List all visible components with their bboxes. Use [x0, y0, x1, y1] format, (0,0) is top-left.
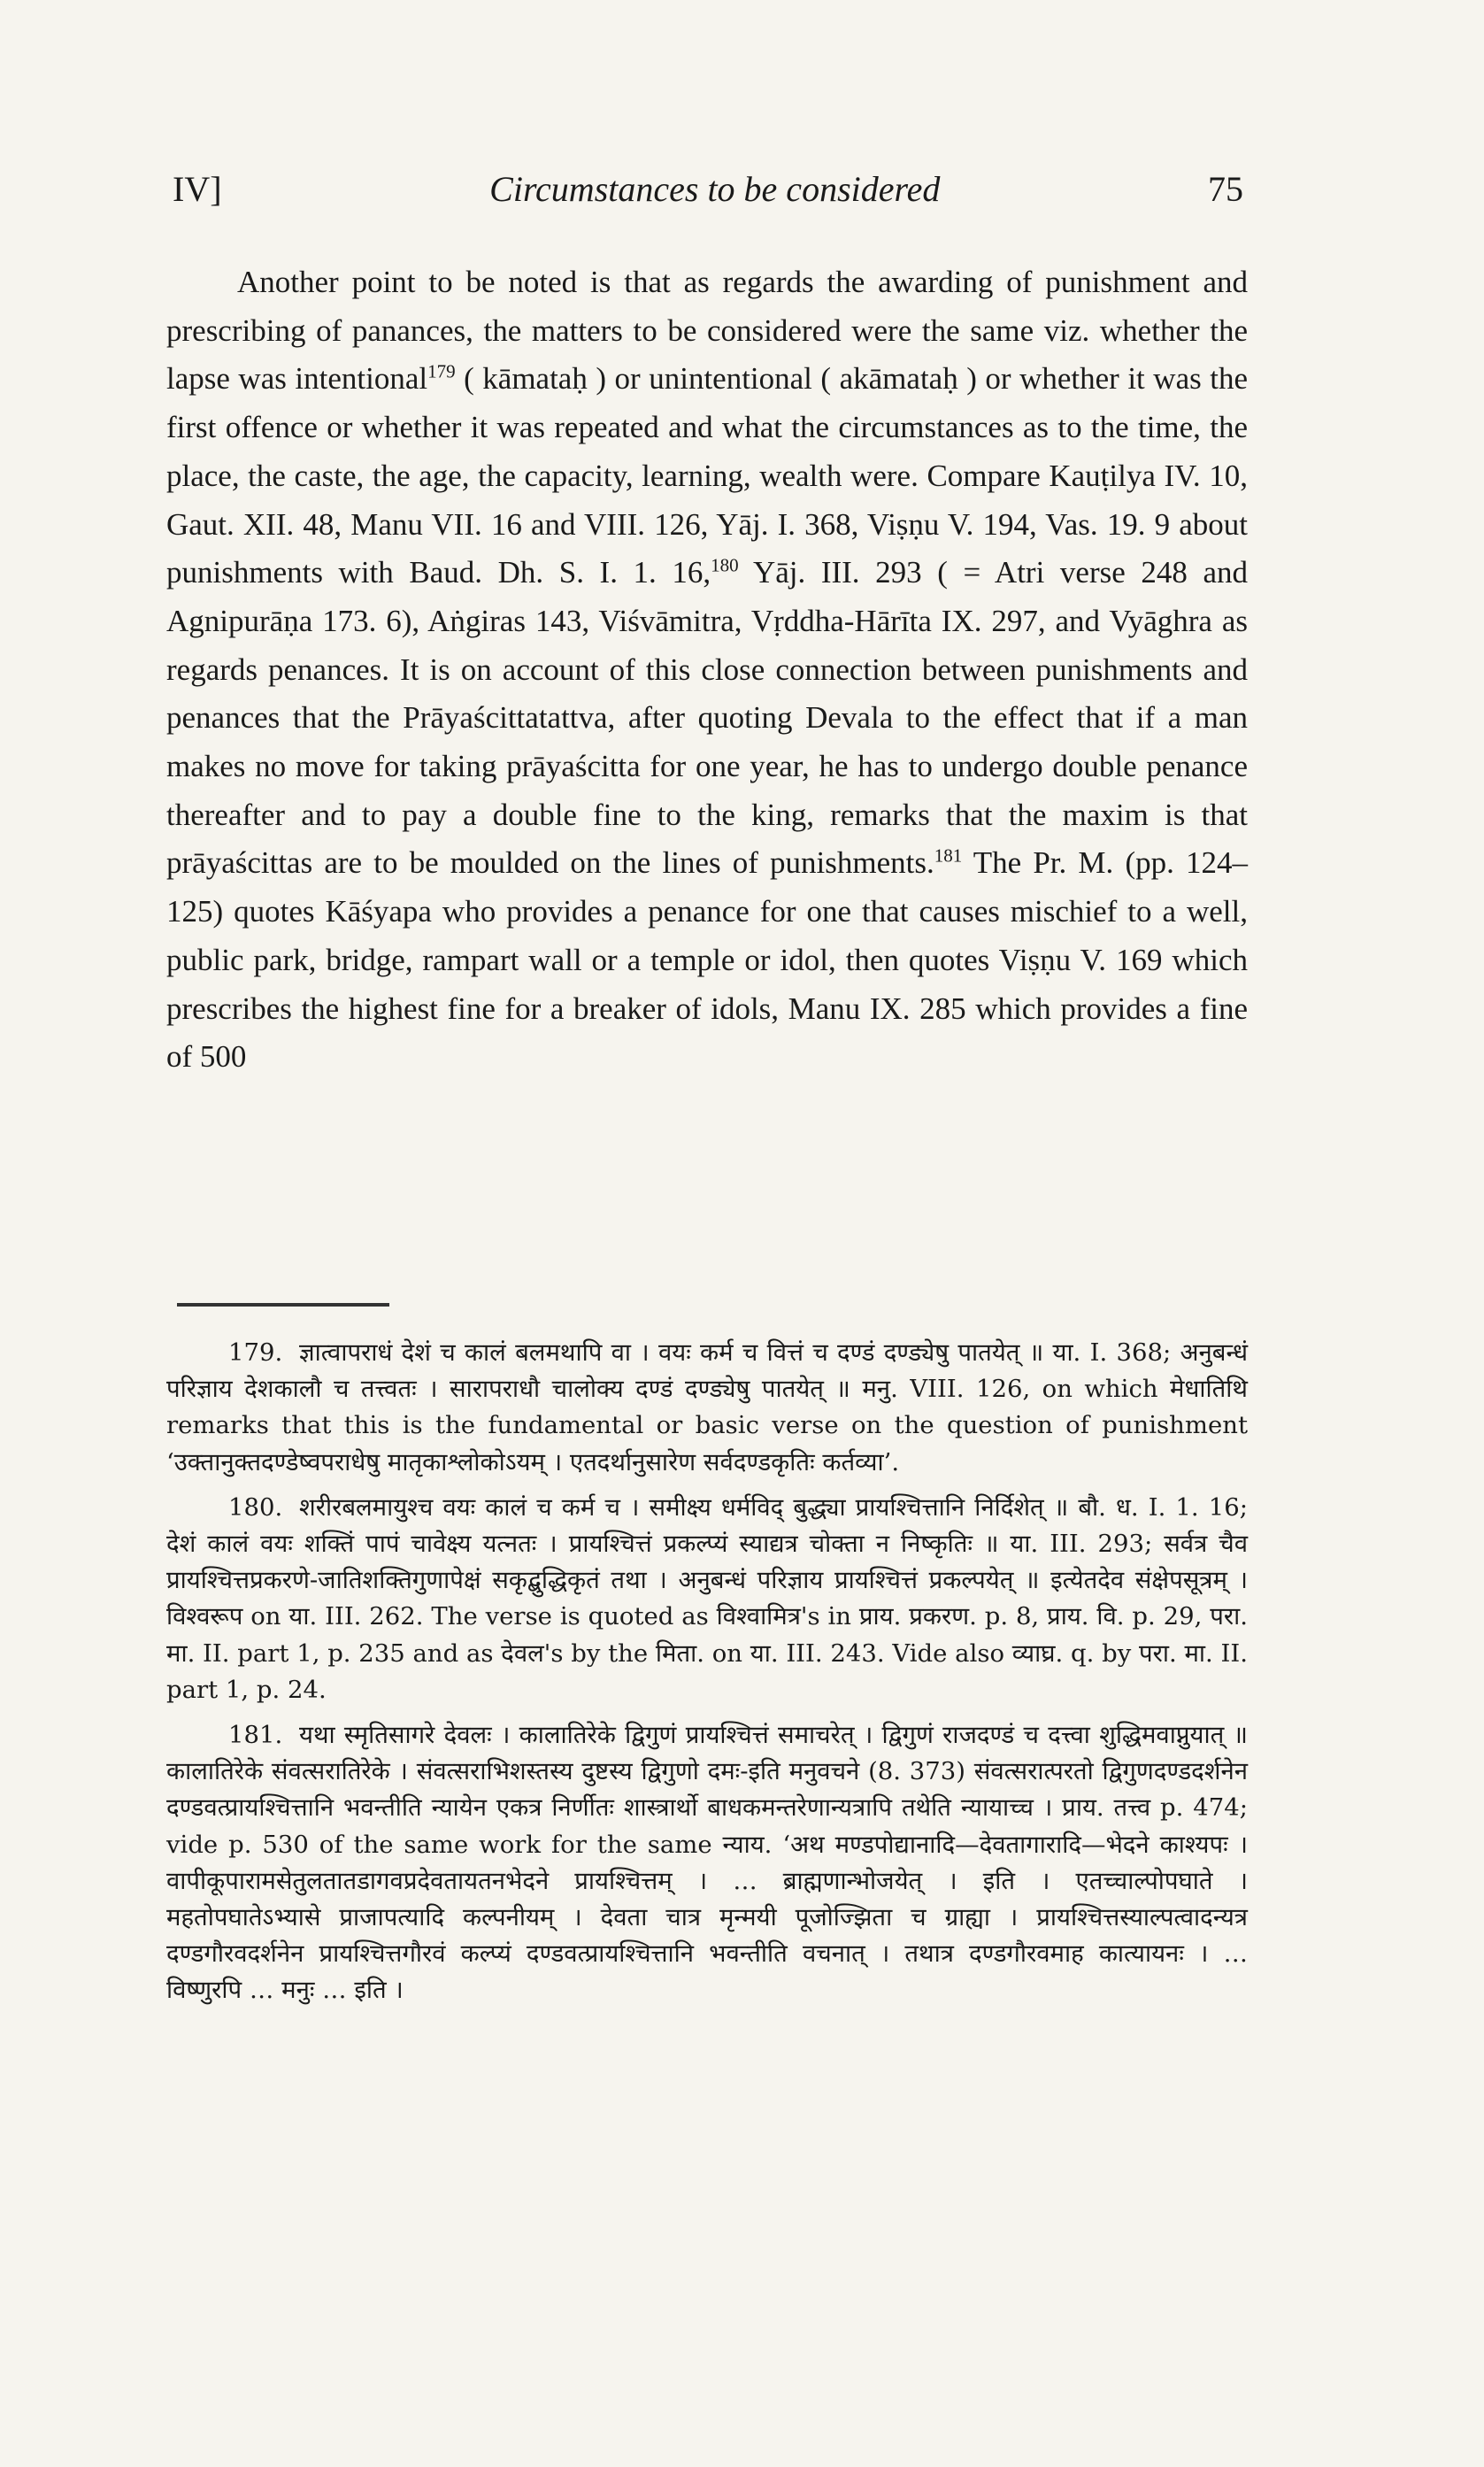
footnotes	[166, 1335, 1248, 2018]
footnote-ref-181[interactable]: 181	[934, 844, 963, 867]
running-title: Circumstances to be considered	[489, 169, 941, 209]
footnote-ref-180[interactable]: 180	[711, 554, 739, 576]
page-number: 75	[1207, 169, 1243, 209]
footnote-text: ज्ञात्वापराधं देशं च कालं बलमथापि वा । वयः कर्म च वित्तं च दण्डं दण्ड्येषु पातयेत् ॥ या. I. 368; अनुबन्धं परिज्ञाय देशकालौ च तत्त्वतः । सारापराधौ चालोक्य दण्डं दण्ड्येषु पातयेत् ॥ मनु. VIII. 126, on which मेधातिथि remarks that this is the fundamental or basic verse on the question of punishment ‘उक्तानुक्तदण्डेष्वपराधेषु मातृकाश्लोकोऽयम् । एतदर्थानुसारेण सर्वदण्डकृतिः कर्तव्या’.	[166, 1338, 1248, 1476]
footnote-ref-179[interactable]: 179	[427, 360, 456, 382]
footnote-179	[166, 1335, 1248, 1481]
paragraph-part-4: The Pr. M. (pp. 124–125) quotes Kāśyapa who provides a penance for one that causes mischief to a well, public park, bridge, rampart wall or a temple or idol, then quotes Viṣṇu V. 169 which prescribes the highest fine for a breaker of idols, Manu IX. 285 which provides a fine of 500	[166, 845, 1249, 1075]
footnote-number: 180.	[228, 1492, 283, 1522]
footnote-text: शरीरबलमायुश्च वयः कालं च कर्म च । समीक्ष्य धर्मविद् बुद्ध्या प्रायश्चित्तानि निर्दिशेत् ॥ बौ. ध. I. 1. 16; देशं कालं वयः शक्तिं पापं चावेक्ष्य यत्नतः । प्रायश्चित्तं प्रकल्प्यं स्याद्यत्र चोक्ता न निष्कृतिः ॥ या. III. 293; सर्वत्र चैव प्रायश्चित्तप्रकरणे-जातिशक्तिगुणापेक्षं सकृद्बुद्धिकृतं तथा । अनुबन्धं परिज्ञाय प्रायश्चित्तं प्रकल्पयेत् ॥ इत्येतदेव संक्षेपसूत्रम् । विश्वरूप on या. III. 262. The verse is quoted as विश्वामित्र's in प्राय. प्रकरण. p. 8, प्राय. वि. p. 29, परा. मा. II. part 1, p. 235 and as देवल's by the मिता. on या. III. 243. Vide also व्याघ्र. q. by परा. मा. II. part 1, p. 24.	[166, 1492, 1248, 1704]
footnote-180	[166, 1490, 1248, 1708]
running-header	[173, 168, 1243, 210]
footnote-number: 181.	[228, 1721, 283, 1750]
paragraph-part-3: Yāj. III. 293 ( = Atri verse 248 and Agnipurāṇa 173. 6), Aṅgiras 143, Viśvāmitra, Vṛddha-Hārīta IX. 297, and Vyāghra as regards penances. It is on account of this close connection between punishments and penances that the Prāyaścittatattva, after quoting Devala to the effect that if a man makes no move for taking prāyaścitta for one year, he has to undergo double penance thereafter and to pay a double fine to the king, remarks that the maxim is that prāyaścittas are to be moulded on the lines of punishments.	[166, 555, 1248, 881]
chapter-marker: IV]	[173, 169, 222, 209]
footnote-separator	[177, 1303, 389, 1307]
paragraph-part-2: ( kāmataḥ ) or unintentional ( akāmataḥ ) or whether it was the first offence or whether it was repeated and what the circumstances as to the time, the place, the caste, the age, the capacity, learning, wealth were. Compare Kauṭilya IV. 10, Gaut. XII. 48, Manu VII. 16 and VIII. 126, Yāj. I. 368, Viṣṇu V. 194, Vas. 19. 9 about punishments with Baud. Dh. S. I. 1. 16,	[166, 361, 1249, 590]
paragraph-part-1: Another point to be noted is that as regards the awarding of punishment and prescribing of panances, the matters to be considered were the same viz. whether the lapse was intentional	[166, 265, 1248, 397]
footnote-text: यथा स्मृतिसागरे देवलः । कालातिरेके द्विगुणं प्रायश्चित्तं समाचरेत् । द्विगुणं राजदण्डं च दत्त्वा शुद्धिमवाप्नुयात् ॥ कालातिरेके संवत्सरातिरेके । संवत्सराभिशस्तस्य दुष्टस्य द्विगुणो दमः-इति मनुवचने (8. 373) संवत्सरात्परतो द्विगुणदण्डदर्शनेन दण्डवत्प्रायश्चित्तानि भवन्तीति न्यायेन एकत्र निर्णीतः शास्त्रार्थो बाधकमन्तरेणान्यत्रापि तथेति न्यायाच्च । प्राय. तत्त्व p. 474; vide p. 530 of the same work for the same न्याय. ‘अथ मण्डपोद्यानादि—देवतागारादि—भेदने काश्यपः । वापीकूपारामसेतुलतातडागवप्रदेवतायतनभेदने प्रायश्चित्तम् । … ब्राह्मणान्भोजयेत् । इति । एतच्चाल्पोपघाते । महतोपघातेऽभ्यासे प्राजापत्यादि कल्पनीयम् । देवता चात्र मृन्मयी पूजोज्झिता च ग्राह्या । प्रायश्चित्तस्याल्पत्वादन्यत्र दण्डगौरवदर्शनेन प्रायश्चित्तगौरवं कल्प्यं दण्डवत्प्रायश्चित्तानि भवन्तीति वचनात् । तथात्र दण्डगौरवमाह कात्यायनः । … विष्णुरपि … मनुः … इति ।	[166, 1721, 1248, 2005]
footnote-181	[166, 1717, 1248, 2009]
footnote-number: 179.	[228, 1338, 283, 1367]
main-paragraph	[166, 258, 1248, 1082]
